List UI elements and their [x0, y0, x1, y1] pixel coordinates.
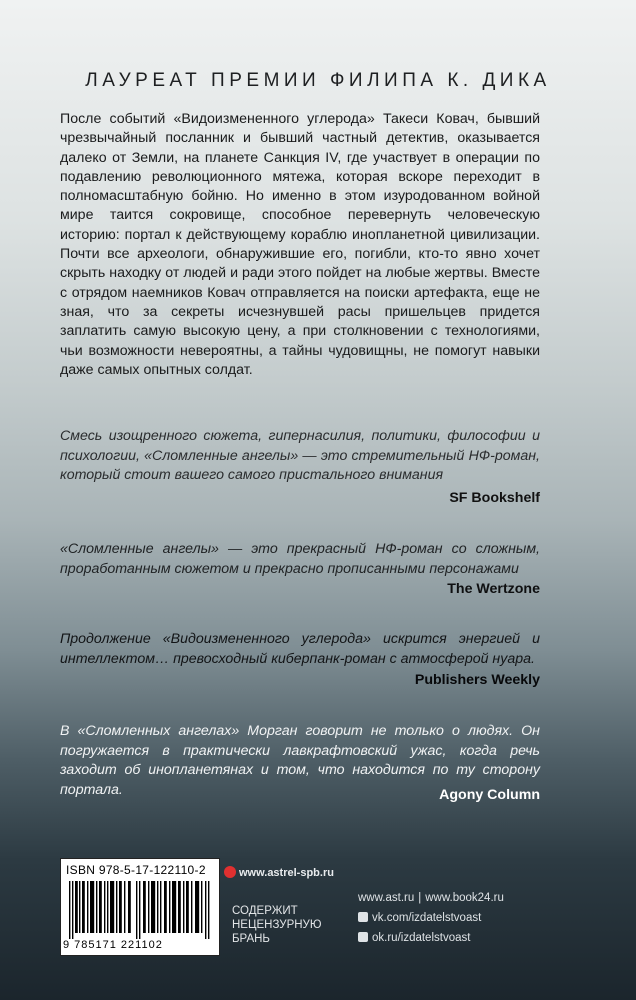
publisher-links [358, 888, 504, 948]
review-source-2: The Wertzone [447, 581, 540, 597]
ok-link[interactable]: ok.ru/izdatelstvoast [372, 932, 471, 944]
review-source-1: SF Bookshelf [449, 490, 540, 506]
ok-icon [358, 932, 368, 942]
warning-line-3: БРАНЬ [232, 933, 270, 945]
ast-site-link[interactable]: www.ast.ru [358, 892, 415, 904]
warning-line-1: СОДЕРЖИТ [232, 905, 298, 917]
publisher-url[interactable] [223, 867, 334, 879]
review-quote-2: «Сломленные ангелы» — это прекрасный НФ-роман со сложным, проработанным сюжетом и прекрасно прописанными персонажами [60, 541, 540, 577]
site-links-row [358, 888, 504, 908]
site-separator: | [418, 892, 422, 904]
warning-line-2: НЕЦЕНЗУРНУЮ [232, 919, 322, 931]
laureate-heading: ЛАУРЕАТ ПРЕМИИ ФИЛИПА К. ДИКА [85, 70, 551, 91]
review-quote-4: В «Сломленных ангелах» Морган говорит не только о людях. Он погружается в практически лавкрафтовский ужас, когда речь заходит об инопланетянах и том, что находится по ту сторону портала. [60, 723, 540, 798]
barcode-bars [66, 881, 214, 939]
barcode [60, 858, 220, 956]
review-quote-3: Продолжение «Видоизмененного углерода» искрится энергией и интеллектом… превосходный киберпанк-роман с атмосферой нуара. [60, 631, 540, 667]
content-warning [232, 904, 321, 946]
review-quote-1: Смесь изощренного сюжета, гипернасилия, политики, философии и психологии, «Сломленные ангелы» — это стремительный НФ-роман, который стоит вашего самого пристального внимания [60, 428, 540, 483]
isbn-number: ISBN 978-5-17-122110-2 [66, 863, 206, 877]
book24-site-link[interactable]: www.book24.ru [425, 892, 504, 904]
publisher-url-text: www.astrel-spb.ru [239, 867, 334, 879]
synopsis-text: После событий «Видоизмененного углерода» Такеси Ковач, бывший чрезвычайный посланник и бывший частный детектив, оказывается далеко от Земли, на планете Санкция IV, где участвует в операции по подавлению революционного мятежа, которая вскоре переходит в полномасштабную бойню. Но именно в этом изуродованном войной мире таится сокровище, способное перевернуть человеческую историю: портал к действующему кораблю инопланетной цивилизации. Почти все археологи, обнаружившие его, погибли, кто-то явно хочет скрыть находку от людей и ради этого пойдет на любые жертвы. Вместе с отрядом наемников Ковач отправляется на поиски артефакта, еще не зная, что за секреты исчезнувшей расы пришельцев придется заплатить самую высокую цену, а при столкновении с технологиями, чьи возможности невероятны, а тайны чудовищны, не помогут навыки даже самых опытных солдат. [60, 111, 540, 378]
review-source-4: Agony Column [439, 787, 540, 803]
vk-link[interactable]: vk.com/izdatelstvoast [372, 912, 482, 924]
barcode-digits: 9 785171 221102 [63, 939, 163, 951]
vk-row[interactable] [358, 908, 504, 928]
ok-row[interactable] [358, 928, 504, 948]
review-source-3: Publishers Weekly [414, 672, 540, 688]
vk-icon [358, 912, 368, 922]
